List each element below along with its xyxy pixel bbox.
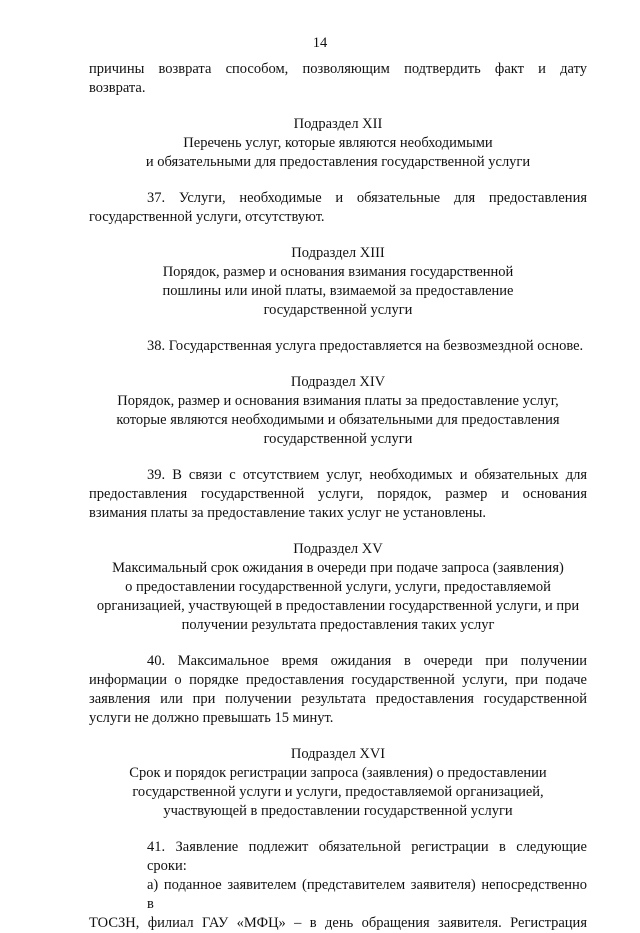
clause-38 [89,337,587,356]
page-number: 14 [312,35,328,51]
title-line: государственной услуги [263,302,413,318]
text-line: ТОСЗН, филиал ГАУ «МФЦ» – в день обращения заявителя. Регистрация [89,915,587,931]
title-line: получении результата предоставления таких услуг [181,617,495,633]
title-line: Срок и порядок регистрации запроса (заявления) о предоставлении [129,765,547,781]
subsection-14 [89,373,587,523]
subsection-title [89,764,587,821]
text-line: 41. Заявление подлежит обязательной регистрации в следующие сроки: [147,839,587,874]
text-line: взимания платы за предоставление таких услуг не установлены. [89,505,487,521]
subsection-title [89,134,587,172]
subsection-heading: Подраздел XII [293,116,383,132]
clause-41 [89,838,587,933]
title-line: и обязательными для предоставления государственной услуги [145,154,531,170]
title-line: участвующей в предоставлении государственной услуги [163,803,513,819]
text-line: информации о порядке предоставления государственной услуги, при подаче [89,672,587,688]
subsection-15 [89,540,587,728]
title-line: которые являются необходимыми и обязательными для предоставления [116,412,560,428]
title-line: Перечень услуг, которые являются необходимыми [183,135,493,151]
subsection-title [89,263,587,320]
text-line: а) поданное заявителем (представителем заявителя) непосредственно в [147,877,587,912]
clause-37 [89,189,587,227]
subsection-heading: Подраздел XIII [291,245,385,261]
clause-40 [89,652,587,728]
intro-paragraph [89,60,587,98]
subsection-heading: Подраздел XV [293,541,383,557]
text-line: возврата. [89,80,146,96]
title-line: пошлины или иной платы, взимаемой за предоставление [162,283,514,299]
title-line: организацией, участвующей в предоставлении государственной услуги, и при [96,598,580,614]
text-line: 37. Услуги, необходимые и обязательные для предоставления [147,190,587,206]
title-line: Порядок, размер и основания взимания государственной [162,264,514,280]
text-line: услуги не должно превышать 15 минут. [89,710,334,726]
subsection-heading: Подраздел XVI [290,746,386,762]
text-line: 40. Максимальное время ожидания в очереди при получении [147,653,587,669]
subsection-title [89,559,587,635]
subsection-13 [89,244,587,356]
text-line: заявления или при получении результата предоставления государственной [89,691,587,707]
text-line: 39. В связи с отсутствием услуг, необходимых и обязательных для [147,467,587,483]
text-line: причины возврата способом, позволяющим подтвердить факт и дату [89,61,587,77]
text-line: предоставления государственной услуги, порядок, размер и основания [89,486,587,502]
text-line: государственной услуги, отсутствуют. [89,209,325,225]
subsection-heading: Подраздел XIV [290,374,386,390]
title-line: государственной услуги и услуги, предоставляемой организацией, [132,784,544,800]
document-body [89,60,587,933]
title-line: государственной услуги [263,431,413,447]
text-line: 38. Государственная услуга предоставляется на безвозмездной основе. [147,338,584,354]
title-line: Максимальный срок ожидания в очереди при подаче запроса (заявления) [112,560,564,576]
subsection-12 [89,115,587,227]
title-line: о предоставлении государственной услуги, услуги, предоставляемой [125,579,551,595]
subsection-title [89,392,587,449]
title-line: Порядок, размер и основания взимания платы за предоставление услуг, [117,393,559,409]
clause-39 [89,466,587,523]
